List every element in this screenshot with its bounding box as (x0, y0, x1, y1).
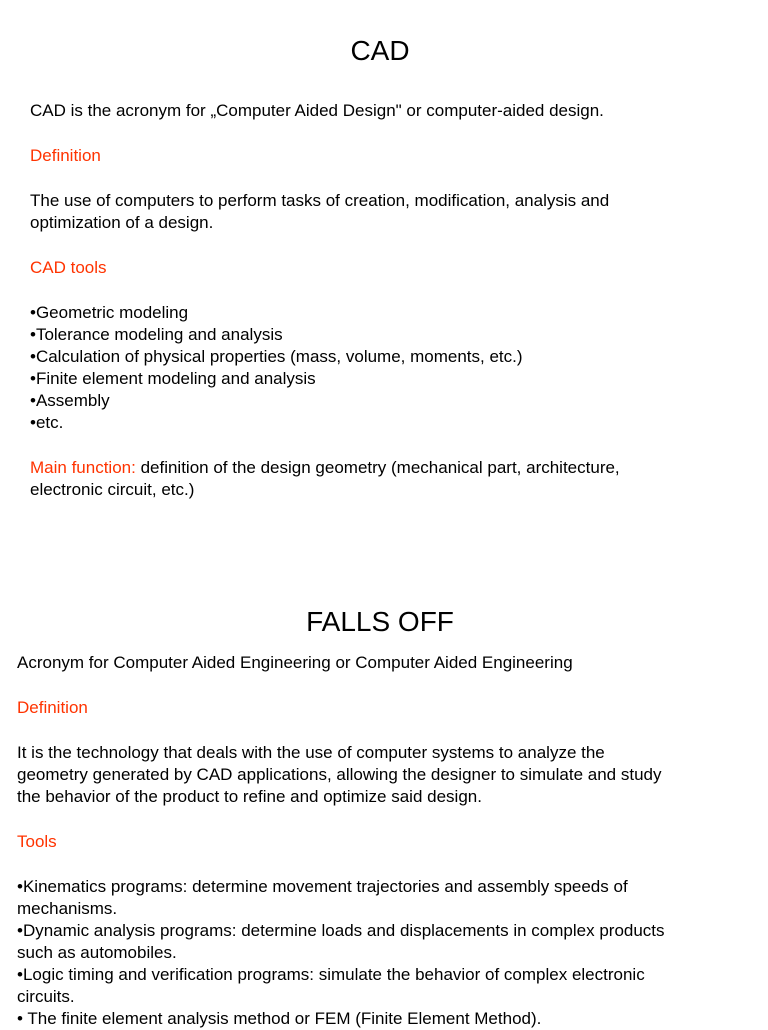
cae-tool-line: circuits. (17, 987, 75, 1006)
cae-tool-line: •Dynamic analysis programs: determine loads and displacements in complex products (17, 921, 665, 940)
cad-tool-item: •Tolerance modeling and analysis (30, 325, 283, 344)
cae-definition-line-1: It is the technology that deals with the use of computer systems to analyze the (17, 743, 605, 762)
cad-main-function-line-1 (30, 457, 620, 479)
cae-tool-line: • The finite element analysis method or FEM (Finite Element Method). (17, 1009, 542, 1028)
cae-tool-line: such as automobiles. (17, 943, 177, 962)
cad-definition-line-1: The use of computers to perform tasks of creation, modification, analysis and (30, 191, 610, 210)
cae-tool-line: •Logic timing and verification programs: simulate the behavior of complex electronic (17, 965, 645, 984)
cad-tools-heading: CAD tools (30, 258, 107, 277)
cae-definition-line-2: geometry generated by CAD applications, allowing the designer to simulate and study (17, 765, 662, 784)
cad-definition-line-2: optimization of a design. (30, 213, 214, 232)
cad-tool-item: •Geometric modeling (30, 303, 189, 322)
cae-tools-heading: Tools (17, 832, 57, 851)
cad-tool-item: •Assembly (30, 391, 110, 410)
cad-main-function-line-2: electronic circuit, etc.) (30, 480, 195, 499)
cae-definition-heading: Definition (17, 698, 88, 717)
cae-definition-line-3: the behavior of the product to refine and optimize said design. (17, 787, 482, 806)
cad-tool-item: •Finite element modeling and analysis (30, 369, 316, 388)
cad-tool-item: •etc. (30, 413, 64, 432)
cae-title: FALLS OFF (306, 606, 454, 637)
cad-main-function-text: definition of the design geometry (mechanical part, architecture, (135, 458, 620, 477)
cad-tool-item: •Calculation of physical properties (mass, volume, moments, etc.) (30, 347, 523, 366)
cad-definition-heading: Definition (30, 146, 101, 165)
cae-tool-line: mechanisms. (17, 899, 118, 918)
cae-tool-line: •Kinematics programs: determine movement trajectories and assembly speeds of (17, 877, 628, 896)
cad-title: CAD (350, 35, 410, 66)
cad-intro: CAD is the acronym for „Computer Aided Design" or computer-aided design. (30, 101, 604, 120)
cad-main-function-label: Main function: (30, 458, 136, 477)
cae-intro: Acronym for Computer Aided Engineering or Computer Aided Engineering (17, 653, 573, 672)
